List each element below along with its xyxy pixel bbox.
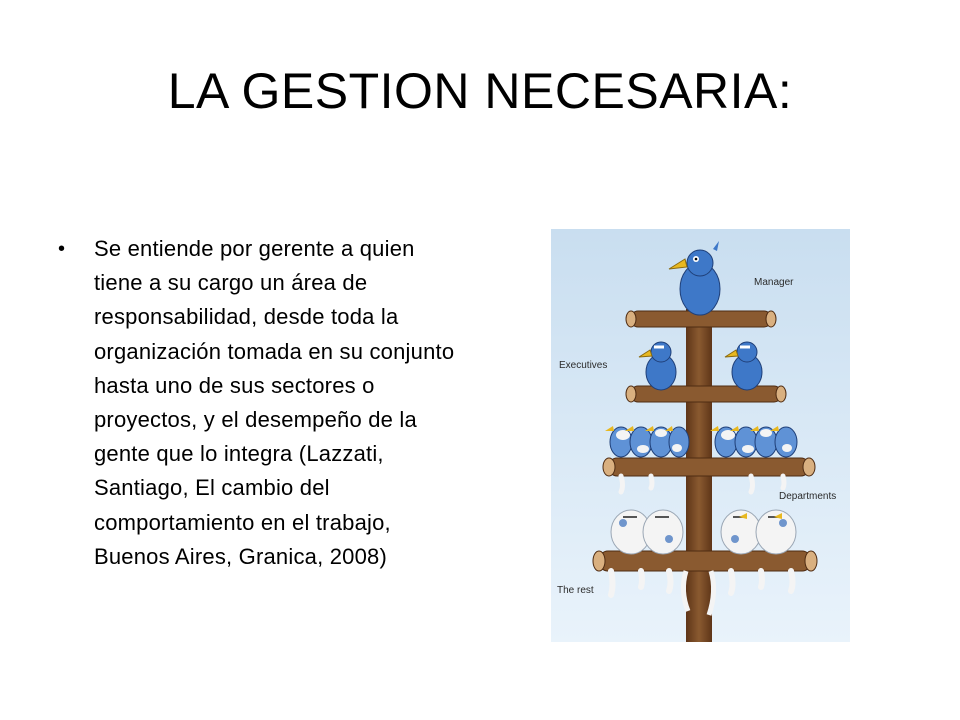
label-departments: Departments <box>779 491 837 502</box>
department-birds-left-icon <box>605 426 689 457</box>
bullet-dot-icon: • <box>58 238 66 260</box>
bird-hierarchy-cartoon <box>551 229 850 642</box>
department-birds-right-icon <box>710 426 797 457</box>
label-manager: Manager <box>754 277 794 288</box>
label-executives: Executives <box>559 360 608 371</box>
bullet-item <box>58 232 458 574</box>
branch-executives <box>626 386 786 402</box>
slide-title: LA GESTION NECESARIA: <box>167 63 793 119</box>
label-the-rest: The rest <box>557 585 594 596</box>
cartoon-svg <box>551 229 850 642</box>
bullet-text: Se entiende por gerente a quien tiene a su cargo un área de responsabilidad, desde toda la organización tomada en su conjunto hasta uno de sus sectores o proyectos, y el desempeño de la gente que lo integra (Lazzati, Santiago, El cambio del comportamiento en el trabajo, Buenos Aires, Granica, 2008) <box>94 236 455 569</box>
